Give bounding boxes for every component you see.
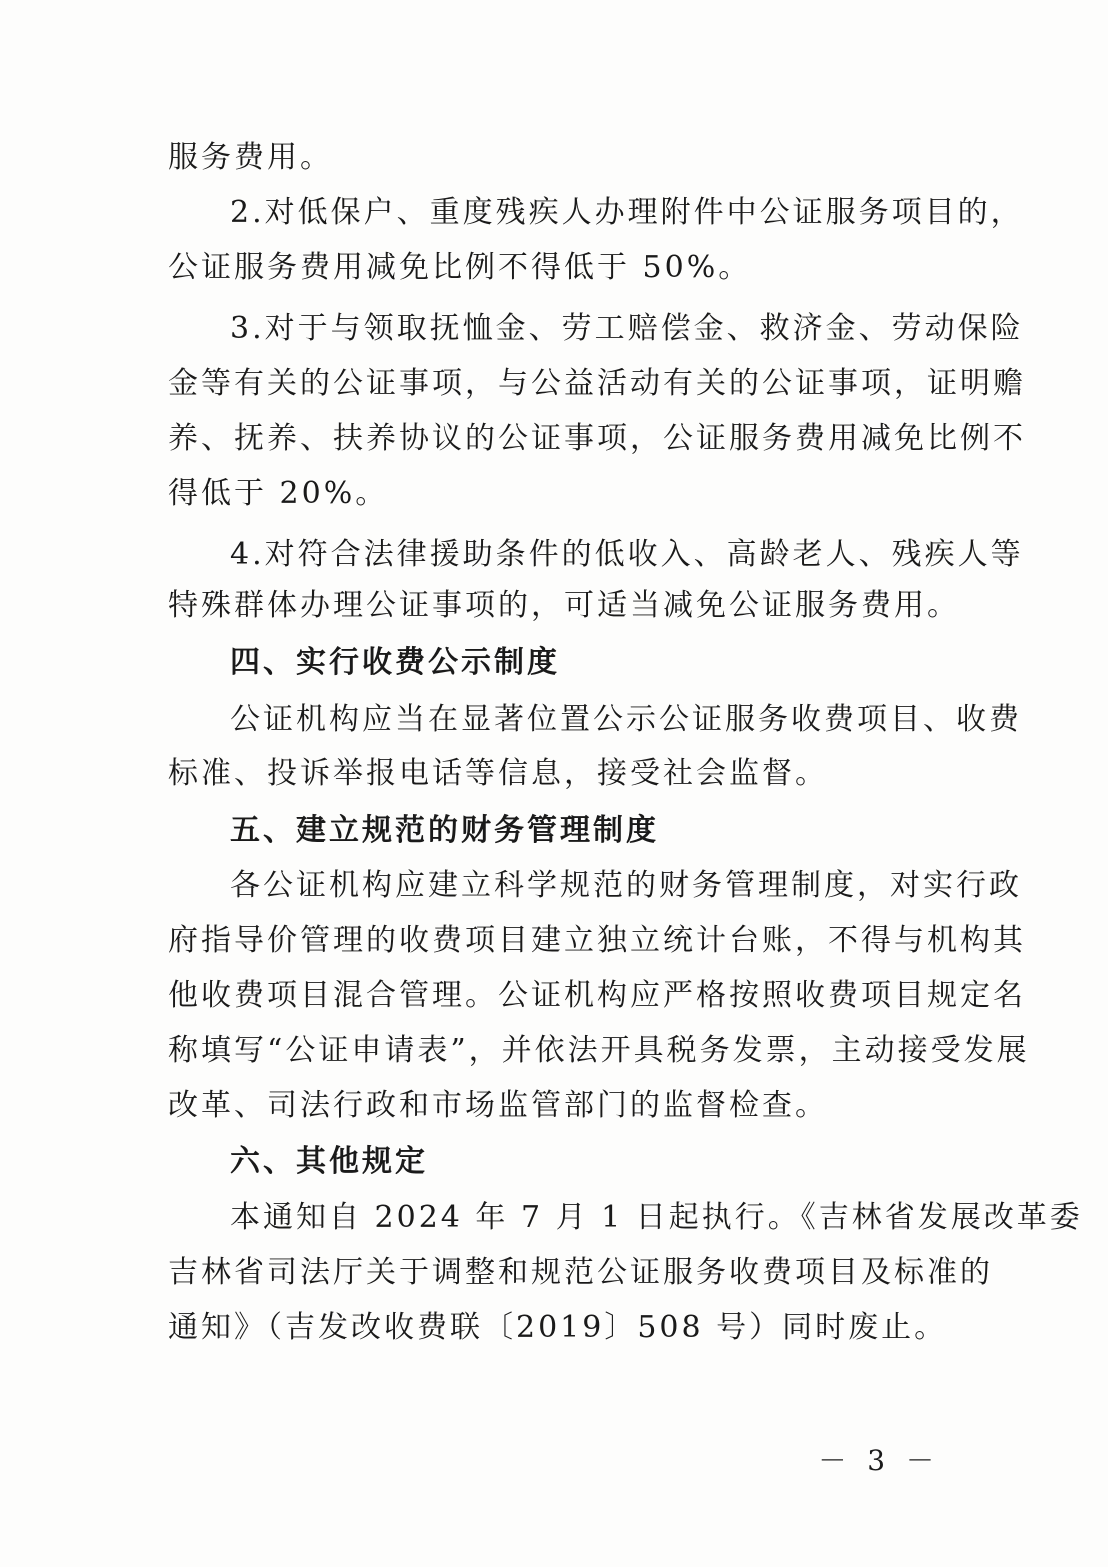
text-line: 2.对低保户、重度残疾人办理附件中公证服务项目的， (230, 195, 1024, 230)
text-line: 得低于 20%。 (168, 476, 389, 511)
text-line: 本通知自 2024 年 7 月 1 日起执行。《吉林省发展改革委 (230, 1200, 1083, 1235)
text-line: 各公证机构应建立科学规范的财务管理制度，对实行政 (230, 868, 1022, 903)
text-line: 3.对于与领取抚恤金、劳工赔偿金、救济金、劳动保险 (230, 311, 1024, 346)
text-line: 特殊群体办理公证事项的，可适当减免公证服务费用。 (168, 588, 960, 623)
text-line: 标准、投诉举报电话等信息，接受社会监督。 (168, 756, 828, 791)
text-line: 吉林省司法厅关于调整和规范公证服务收费项目及标准的 (168, 1255, 993, 1290)
text-line: 通知》（吉发改收费联〔2019〕508 号）同时废止。 (168, 1310, 948, 1345)
text-line: 公证机构应当在显著位置公示公证服务收费项目、收费 (230, 702, 1022, 737)
text-line: 称填写“公证申请表”，并依法开具税务发票，主动接受发展 (168, 1033, 1030, 1068)
text-line: 改革、司法行政和市场监管部门的监督检查。 (168, 1088, 828, 1123)
text-line: 服务费用。 (168, 140, 333, 175)
text-line: 养、抚养、扶养协议的公证事项，公证服务费用减免比例不 (168, 421, 1026, 456)
text-line: 府指导价管理的收费项目建立独立统计台账，不得与机构其 (168, 923, 1026, 958)
text-line: 4.对符合法律援助条件的低收入、高龄老人、残疾人等 (230, 537, 1024, 572)
section-heading: 四、实行收费公示制度 (230, 645, 560, 680)
text-line: 他收费项目混合管理。公证机构应严格按照收费项目规定名 (168, 978, 1026, 1013)
text-line: 公证服务费用减免比例不得低于 50%。 (168, 250, 752, 285)
section-heading: 五、建立规范的财务管理制度 (230, 813, 659, 848)
text-line: 金等有关的公证事项，与公益活动有关的公证事项，证明赡 (168, 366, 1026, 401)
section-heading: 六、其他规定 (230, 1144, 428, 1179)
page-number: － 3 － (818, 1444, 940, 1477)
